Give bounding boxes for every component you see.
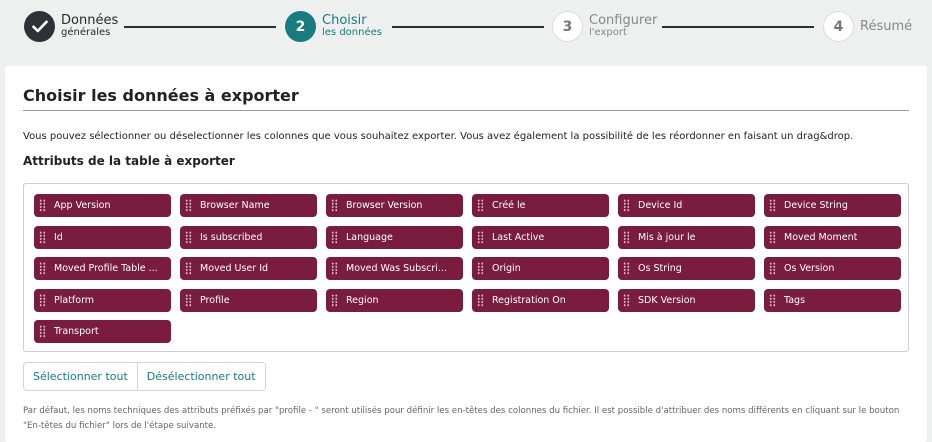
drag-handle-icon[interactable] <box>623 294 630 307</box>
selection-button-group <box>23 362 266 391</box>
attribute-chip[interactable] <box>472 257 609 280</box>
drag-handle-icon[interactable] <box>623 231 630 244</box>
attribute-chip[interactable] <box>618 289 755 312</box>
attribute-chip[interactable] <box>180 257 317 280</box>
step-number: 2 <box>285 11 316 42</box>
attribute-chip-label: Moved Moment <box>784 231 858 243</box>
attribute-chip[interactable] <box>472 194 609 217</box>
attribute-chip-label: Language <box>346 231 393 243</box>
drag-handle-icon[interactable] <box>331 294 338 307</box>
attribute-chip[interactable] <box>764 226 901 249</box>
attribute-chip[interactable] <box>34 320 171 343</box>
step-subtitle: générales <box>61 27 111 39</box>
step-title: Résumé <box>860 18 913 34</box>
drag-handle-icon[interactable] <box>185 199 192 212</box>
drag-handle-icon[interactable] <box>769 262 776 275</box>
attribute-chip[interactable] <box>34 194 171 217</box>
step-connector <box>124 26 276 28</box>
attribute-chip-label: Moved Profile Table ... <box>54 263 158 275</box>
step-connector <box>662 26 814 28</box>
attribute-chip-label: Transport <box>54 326 99 338</box>
drag-handle-icon[interactable] <box>185 294 192 307</box>
description-text: Vous pouvez sélectionner ou déselectionner les colonnes que vous souhaitez exporter. Vous avez également la possibilité de les réordonner en faisant un drag&drop. <box>23 131 854 142</box>
step-summary[interactable] <box>823 11 912 42</box>
attribute-chip-label: Region <box>346 294 379 306</box>
attribute-chip-label: SDK Version <box>638 294 696 306</box>
drag-handle-icon[interactable] <box>477 199 484 212</box>
attribute-chip[interactable] <box>326 194 463 217</box>
attribute-chip-label: Id <box>54 231 63 243</box>
attribute-chip[interactable] <box>180 194 317 217</box>
attributes-section-title: Attributs de la table à exporter <box>23 154 235 168</box>
step-title: Choisir <box>322 13 367 29</box>
drag-handle-icon[interactable] <box>623 199 630 212</box>
step-connector <box>392 26 544 28</box>
page-title: Choisir les données à exporter <box>23 86 299 105</box>
drag-handle-icon[interactable] <box>39 231 46 244</box>
select-all-button[interactable]: Sélectionner tout <box>24 363 137 390</box>
drag-handle-icon[interactable] <box>331 199 338 212</box>
attribute-chip[interactable] <box>34 257 171 280</box>
attribute-chip-label: Registration On <box>492 294 566 306</box>
attribute-chip-label: Last Active <box>492 231 545 243</box>
attribute-chip-label: Device Id <box>638 200 683 211</box>
step-title: Configurer <box>589 13 658 29</box>
drag-handle-icon[interactable] <box>185 231 192 244</box>
drag-handle-icon[interactable] <box>39 325 46 338</box>
attribute-chip-label: Profile <box>200 294 230 306</box>
checkmark-icon <box>24 11 55 42</box>
attribute-chip[interactable] <box>618 194 755 217</box>
attribute-chip-label: Browser Version <box>346 200 423 211</box>
step-number: 4 <box>823 11 854 42</box>
attribute-chip[interactable] <box>326 289 463 312</box>
attribute-chip[interactable] <box>34 289 171 312</box>
drag-handle-icon[interactable] <box>769 231 776 244</box>
drag-handle-icon[interactable] <box>769 294 776 307</box>
drag-handle-icon[interactable] <box>185 262 192 275</box>
attribute-chip-label: Os Version <box>784 263 835 275</box>
attribute-chip-label: Moved User Id <box>200 263 269 275</box>
step-number: 3 <box>552 11 583 42</box>
attribute-chip-label: Is subscribed <box>200 231 263 243</box>
attribute-chip-label: Origin <box>492 263 521 275</box>
attribute-chip-label: Moved Was Subscri... <box>346 263 447 275</box>
drag-handle-icon[interactable] <box>623 262 630 275</box>
attribute-chip[interactable] <box>764 289 901 312</box>
attribute-chip[interactable] <box>472 289 609 312</box>
step-general-data[interactable] <box>24 11 118 42</box>
drag-handle-icon[interactable] <box>331 231 338 244</box>
step-subtitle: l'export <box>589 27 627 39</box>
step-choose-data[interactable] <box>285 11 382 42</box>
drag-handle-icon[interactable] <box>477 294 484 307</box>
drag-handle-icon[interactable] <box>39 294 46 307</box>
attribute-chip[interactable] <box>618 257 755 280</box>
attribute-chip[interactable] <box>180 289 317 312</box>
attribute-chip-label: Créé le <box>492 200 526 211</box>
attribute-chip-label: Tags <box>784 294 806 306</box>
drag-handle-icon[interactable] <box>39 262 46 275</box>
drag-handle-icon[interactable] <box>39 199 46 212</box>
attribute-chip[interactable] <box>764 257 901 280</box>
attribute-chip[interactable] <box>764 194 901 217</box>
step-subtitle: les données <box>322 27 382 39</box>
attribute-chip[interactable] <box>34 226 171 249</box>
deselect-all-button[interactable]: Désélectionner tout <box>137 363 265 390</box>
drag-handle-icon[interactable] <box>477 262 484 275</box>
attribute-chip-label: Mis à jour le <box>638 231 696 243</box>
attribute-chip[interactable] <box>180 226 317 249</box>
attribute-chip-label: Os String <box>638 263 682 275</box>
footnote-text: Par défaut, les noms techniques des attributs préfixés par "profile - " seront utilisés pour définir les en-têtes des colonnes du fichier. Il est possible d'attribuer des noms différents en cliquant sur le bouton "En-têtes du fichier" lors de l'étape suivante. <box>23 406 900 431</box>
drag-handle-icon[interactable] <box>769 199 776 212</box>
attribute-chip[interactable] <box>472 226 609 249</box>
attribute-chip-label: Browser Name <box>200 200 270 211</box>
drag-handle-icon[interactable] <box>331 262 338 275</box>
stepper <box>0 0 932 54</box>
attribute-chip[interactable] <box>326 226 463 249</box>
step-title: Données <box>61 13 119 29</box>
drag-handle-icon[interactable] <box>477 231 484 244</box>
step-configure[interactable] <box>552 11 657 42</box>
divider <box>23 110 909 111</box>
attribute-chip-list[interactable] <box>23 183 909 352</box>
attribute-chip-label: App Version <box>54 200 111 211</box>
attribute-chip-label: Platform <box>54 294 95 306</box>
attribute-chip-label: Device String <box>784 200 848 211</box>
export-data-card <box>5 66 927 442</box>
attribute-chip[interactable] <box>326 257 463 280</box>
attribute-chip[interactable] <box>618 226 755 249</box>
